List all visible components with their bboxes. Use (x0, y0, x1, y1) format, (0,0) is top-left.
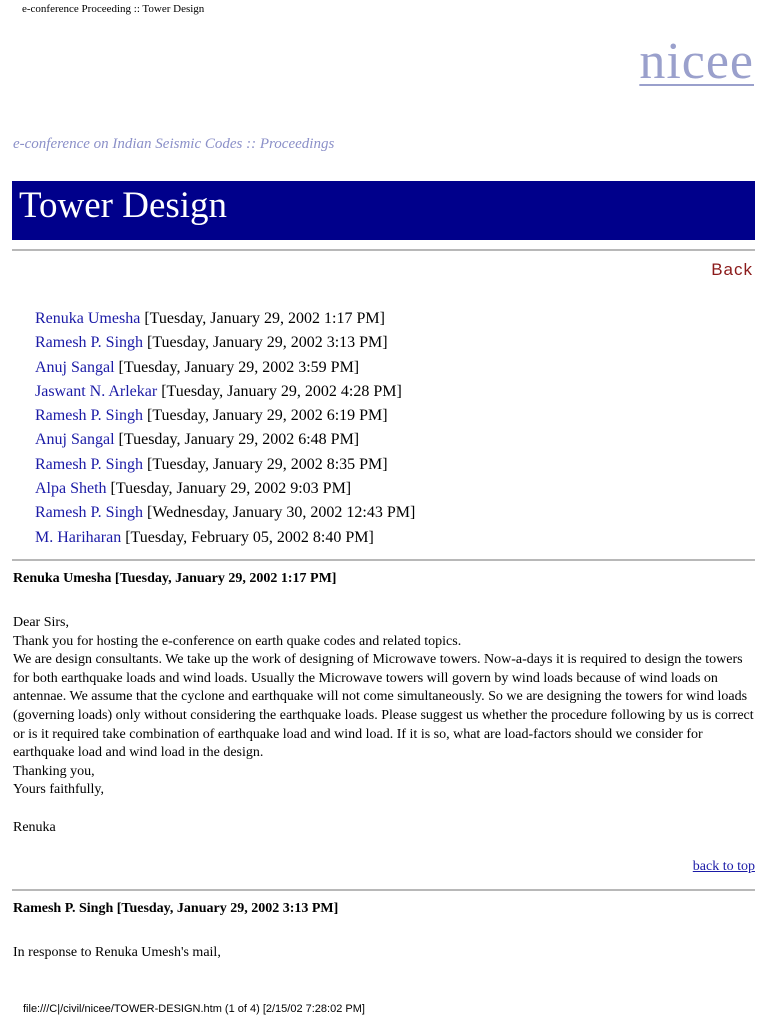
divider (12, 249, 755, 251)
message-body (13, 944, 755, 963)
message-index-item (35, 331, 415, 355)
message-line: Thanking you, (13, 763, 95, 779)
conference-subtitle: e-conference on Indian Seismic Codes :: Proceedings (13, 136, 335, 152)
author-link[interactable]: Anuj Sangal (35, 358, 115, 376)
author-link[interactable]: Jaswant N. Arlekar (35, 382, 158, 400)
divider (12, 889, 755, 891)
message-date: [Tuesday, January 29, 2002 8:35 PM] (147, 455, 388, 473)
message-date: [Tuesday, January 29, 2002 1:17 PM] (144, 310, 385, 327)
message-date: [Tuesday, January 29, 2002 4:28 PM] (161, 382, 402, 400)
message-index-item (35, 356, 415, 380)
message-header: Renuka Umesha [Tuesday, January 29, 2002 1:17 PM] (13, 571, 337, 586)
author-link[interactable]: Ramesh P. Singh (35, 455, 144, 473)
message-line: Yours faithfully, (13, 782, 105, 798)
author-link[interactable]: M. Hariharan (35, 528, 122, 546)
message-date: [Tuesday, January 29, 2002 6:19 PM] (147, 407, 388, 425)
author-link[interactable]: Alpa Sheth (35, 480, 107, 498)
message-date: [Tuesday, January 29, 2002 6:48 PM] (118, 431, 360, 449)
author-link[interactable]: Ramesh P. Singh (35, 407, 144, 425)
message-date: [Tuesday, January 29, 2002 3:13 PM] (147, 334, 388, 352)
message-index (35, 307, 415, 550)
message-date: [Tuesday, January 29, 2002 3:59 PM] (118, 358, 360, 376)
message-index-item (35, 428, 415, 452)
message-index-item (35, 453, 415, 477)
message-body (13, 614, 755, 837)
author-link[interactable]: Ramesh P. Singh (35, 504, 144, 522)
message-signature: Renuka (13, 819, 56, 835)
nicee-logo-link[interactable]: nicee (639, 33, 754, 90)
message-date: [Wednesday, January 30, 2002 12:43 PM] (147, 504, 416, 522)
print-footer: file:///C|/civil/nicee/TOWER-DESIGN.htm (1 of 4) [2/15/02 7:28:02 PM] (23, 1003, 365, 1015)
back-link[interactable]: Back (711, 260, 753, 279)
message-index-item (35, 307, 415, 331)
back-to-top-link[interactable]: back to top (692, 859, 755, 874)
message-date: [Tuesday, January 29, 2002 9:03 PM] (110, 480, 352, 498)
print-header: e-conference Proceeding :: Tower Design (22, 3, 205, 15)
message-line: Thank you for hosting the e-conference on earth quake codes and related topics. (13, 633, 462, 649)
page-title: Tower Design (19, 185, 228, 226)
message-line: In response to Renuka Umesh's mail, (13, 945, 221, 960)
message-index-item (35, 477, 415, 501)
author-link[interactable]: Renuka Umesha (35, 310, 141, 327)
message-index-item (35, 380, 415, 404)
author-link[interactable]: Anuj Sangal (35, 431, 115, 449)
message-header: Ramesh P. Singh [Tuesday, January 29, 2002 3:13 PM] (13, 901, 339, 916)
divider (12, 559, 755, 561)
message-index-item (35, 404, 415, 428)
author-link[interactable]: Ramesh P. Singh (35, 334, 144, 352)
message-line: Dear Sirs, (13, 615, 69, 630)
message-index-item (35, 526, 415, 550)
message-index-item (35, 501, 415, 525)
title-banner (12, 181, 755, 240)
message-date: [Tuesday, February 05, 2002 8:40 PM] (125, 528, 374, 546)
message-paragraph: We are design consultants. We take up the work of designing of Microwave towers. Now-a-days it is required to design the towers for both earthquake loads and wind loads. Usually the Microwave towers will govern by wind loads because of wind loads on antennae. We assume that the cyclone and earthquake will not come simultaneously. So we are designing the towers for wind loads (governing loads) only without considering the earthquake loads. Please suggest us whether the procedure following by us is correct or is it required take combination of earthquake load and wind load. If it is so, what are load-factors should we consider for earthquake load and wind load in the design. (13, 652, 754, 761)
